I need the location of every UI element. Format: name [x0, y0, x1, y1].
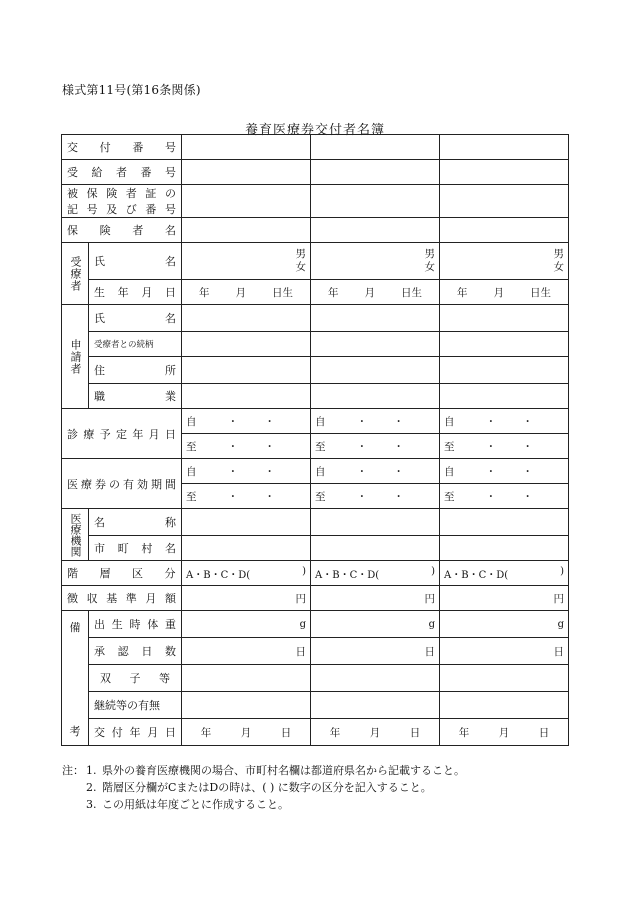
from-label: 自 [444, 465, 455, 478]
label-char: 日 [141, 645, 153, 658]
dot: ・ [356, 415, 368, 428]
yen-unit: 円 [553, 592, 564, 605]
to-label: 至 [444, 490, 455, 503]
label-char: 年 [117, 286, 129, 299]
label-char: 険 [106, 187, 118, 200]
dot: ・ [356, 490, 368, 503]
birth-weight-cell-2[interactable] [311, 611, 440, 638]
label-char: 医 [67, 477, 78, 491]
institution-name-cell-2[interactable] [311, 509, 440, 536]
class-cell-2[interactable] [311, 561, 440, 586]
label-char: 険 [99, 224, 111, 237]
treatment-from-cell-1[interactable] [182, 409, 311, 434]
treatment-to-cell-1[interactable] [182, 434, 311, 459]
row-birthdate [62, 280, 569, 305]
row-insured-card [62, 185, 569, 218]
day-born-label: 日生 [272, 286, 293, 299]
label-char: 号 [165, 166, 176, 179]
dot: ・ [485, 415, 497, 428]
note-item [62, 762, 465, 779]
yen-unit: 円 [295, 592, 306, 605]
label-char: の [164, 187, 176, 200]
label-applicant-group: 申請者 [69, 338, 82, 375]
relationship-cell-2[interactable] [311, 332, 440, 357]
label-address [94, 362, 176, 378]
dot: ・ [227, 490, 239, 503]
issue-date-cell-1[interactable] [182, 719, 311, 746]
dot: ・ [393, 465, 404, 478]
row-patient-name [62, 243, 569, 280]
female-label: 女 [553, 261, 564, 273]
page-title: 養育医療券交付者名簿 [244, 123, 385, 138]
note-item [62, 779, 465, 796]
label-char: 番 [145, 203, 157, 216]
male-label: 男 [424, 248, 435, 260]
label-char: 認 [117, 645, 129, 658]
female-label: 女 [424, 261, 435, 273]
label-char: 名 [165, 312, 176, 325]
label-char: 療 [81, 477, 92, 491]
label-char: 交 [94, 726, 105, 739]
label-char: 区 [132, 567, 144, 580]
label-char: 月 [147, 726, 159, 739]
row-class [62, 561, 569, 586]
issue-date-cell-2[interactable] [311, 719, 440, 746]
label-char: 及 [106, 203, 118, 216]
notes-prefix: 注： [62, 764, 84, 777]
label-char: 被 [67, 187, 78, 200]
label-char: 療 [83, 427, 95, 441]
label-birthdate [94, 284, 176, 300]
label-char: 年 [129, 726, 141, 739]
label-char: 数 [164, 645, 176, 658]
birthdate-cell-3[interactable] [440, 280, 569, 305]
month-label: 月 [364, 286, 375, 299]
approved-days-cell-3[interactable] [440, 638, 569, 665]
day-unit: 日 [424, 645, 435, 658]
institution-name-cell-1[interactable] [182, 509, 311, 536]
label-char: 村 [141, 542, 153, 555]
label-char: 生 [111, 618, 123, 631]
dot: ・ [522, 465, 533, 478]
note-text: 階層区分欄がCまたはDの時は、( ) に数字の区分を記入すること。 [102, 781, 432, 794]
dot: ・ [485, 465, 497, 478]
label-char: 等 [159, 672, 170, 685]
label-char: 期 [151, 477, 162, 491]
label-char: 診 [67, 427, 78, 441]
relationship-cell-1[interactable] [182, 332, 311, 357]
note-text: この用紙は年度ごとに作成すること。 [102, 798, 289, 811]
label-char: 体 [147, 618, 159, 631]
issue-number-cell-2[interactable] [311, 135, 440, 160]
label-char: 収 [86, 592, 98, 605]
dot: ・ [264, 465, 275, 478]
row-continuation [62, 692, 569, 719]
day-label: 日 [280, 726, 292, 739]
label-char: 分 [164, 567, 176, 580]
label-char: 徴 [67, 592, 78, 605]
label-recipient-number [67, 164, 176, 180]
patient-name-cell-2[interactable] [311, 243, 440, 280]
label-char: 名 [164, 224, 176, 237]
municipality-cell-1[interactable] [182, 536, 311, 561]
row-address [62, 357, 569, 384]
dot: ・ [393, 490, 404, 503]
dot: ・ [264, 415, 275, 428]
label-institution-group: 医療機関 [69, 512, 82, 557]
continuation-cell-2[interactable] [311, 692, 440, 719]
label-remarks-bottom: 考 [69, 725, 81, 738]
label-char: び [125, 203, 137, 216]
recipient-number-cell-2[interactable] [311, 160, 440, 185]
patient-name-cell-3[interactable] [440, 243, 569, 280]
label-char: 番 [140, 166, 152, 179]
male-label: 男 [553, 248, 564, 260]
day-born-label: 日生 [530, 286, 551, 299]
label-char: 保 [86, 187, 98, 200]
occupation-cell-2[interactable] [311, 384, 440, 409]
label-char: 名 [94, 516, 105, 529]
label-approved-days [94, 643, 176, 659]
month-label: 月 [235, 286, 246, 299]
dot: ・ [264, 490, 275, 503]
applicant-name-cell-2[interactable] [311, 305, 440, 332]
day-unit: 日 [295, 645, 306, 658]
label-char: 町 [117, 542, 129, 555]
label-base-amount [67, 590, 176, 606]
day-unit: 日 [553, 645, 564, 658]
dot: ・ [393, 440, 404, 453]
label-twins [94, 670, 176, 686]
label-issue-number [67, 139, 176, 155]
continuation-cell-3[interactable] [440, 692, 569, 719]
day-label: 日 [409, 726, 421, 739]
row-treatment-from [62, 409, 569, 434]
to-label: 至 [315, 490, 326, 503]
dot: ・ [356, 440, 368, 453]
label-char: 記 [67, 203, 78, 216]
to-label: 至 [444, 440, 455, 453]
notes [62, 762, 465, 813]
validity-to-cell-2[interactable] [311, 484, 440, 509]
label-char: 給 [91, 166, 103, 179]
label-char: 有 [123, 477, 134, 491]
label-char: 名 [164, 542, 176, 555]
row-base-amount [62, 586, 569, 611]
address-cell-1[interactable] [182, 357, 311, 384]
gram-unit: g [557, 618, 564, 630]
to-label: 至 [186, 440, 197, 453]
yen-unit: 円 [424, 592, 435, 605]
class-cell-3[interactable] [440, 561, 569, 586]
issue-number-cell-1[interactable] [182, 135, 311, 160]
approved-days-cell-2[interactable] [311, 638, 440, 665]
row-birth-weight [62, 611, 569, 638]
row-issue-date [62, 719, 569, 746]
label-char: 生 [94, 286, 105, 299]
label-char: 予 [99, 427, 111, 441]
twins-cell-1[interactable] [182, 665, 311, 692]
insured-card-cell-1[interactable] [182, 185, 311, 218]
label-char: 双 [100, 672, 111, 685]
continuation-cell-1[interactable] [182, 692, 311, 719]
recipient-number-cell-3[interactable] [440, 160, 569, 185]
address-cell-3[interactable] [440, 357, 569, 384]
label-char: 効 [137, 477, 148, 491]
label-char: 月 [148, 427, 160, 441]
year-label: 年 [328, 286, 339, 299]
label-occupation [94, 388, 176, 404]
from-label: 自 [186, 465, 197, 478]
label-char: 券 [95, 477, 106, 491]
row-validity-from [62, 459, 569, 484]
label-char: 者 [116, 166, 127, 179]
dot: ・ [393, 415, 404, 428]
validity-from-cell-3[interactable] [440, 459, 569, 484]
base-amount-cell-3[interactable] [440, 586, 569, 611]
treatment-to-cell-3[interactable] [440, 434, 569, 459]
label-char: 名 [165, 255, 176, 268]
class-close: ) [560, 565, 564, 577]
label-char: 月 [145, 592, 157, 605]
year-label: 年 [457, 286, 468, 299]
label-char: 日 [164, 427, 176, 441]
label-char: 業 [165, 390, 176, 403]
label-char: 付 [99, 141, 111, 154]
note-item [62, 796, 465, 813]
label-char: 承 [94, 645, 105, 658]
class-options: A・B・C・D( [315, 569, 380, 581]
address-cell-2[interactable] [311, 357, 440, 384]
patient-name-cell-1[interactable] [182, 243, 311, 280]
label-char: 住 [94, 364, 105, 377]
label-char: 日 [165, 726, 176, 739]
year-label: 年 [199, 286, 210, 299]
from-label: 自 [315, 415, 326, 428]
register-table [61, 134, 569, 746]
label-applicant-name [94, 310, 176, 326]
row-recipient-number [62, 160, 569, 185]
row-occupation [62, 384, 569, 409]
month-label: 月 [369, 726, 381, 739]
label-issue-date [94, 724, 176, 740]
birthdate-cell-1[interactable] [182, 280, 311, 305]
insurer-name-cell-1[interactable] [182, 218, 311, 243]
label-municipality [94, 540, 176, 556]
label-patient-name [94, 253, 176, 269]
label-char: 者 [125, 187, 137, 200]
label-char: 付 [111, 726, 123, 739]
label-char: 階 [67, 567, 79, 580]
issue-date-cell-3[interactable] [440, 719, 569, 746]
label-insured-card-line1 [67, 185, 176, 201]
label-insured-card-line2 [67, 201, 176, 217]
month-label: 月 [498, 726, 510, 739]
insurer-name-cell-2[interactable] [311, 218, 440, 243]
to-label: 至 [315, 440, 326, 453]
label-char: 番 [132, 141, 144, 154]
dot: ・ [356, 465, 368, 478]
row-insurer-name [62, 218, 569, 243]
label-char: 時 [129, 618, 141, 631]
label-char: 間 [165, 477, 176, 491]
label-char: 氏 [94, 312, 105, 325]
row-approved-days [62, 638, 569, 665]
row-municipality [62, 536, 569, 561]
municipality-cell-2[interactable] [311, 536, 440, 561]
applicant-name-cell-1[interactable] [182, 305, 311, 332]
dot: ・ [227, 440, 239, 453]
label-institution-name [94, 514, 176, 530]
birth-weight-cell-1[interactable] [182, 611, 311, 638]
note-number: 3. [86, 798, 97, 811]
class-options: A・B・C・D( [186, 569, 251, 581]
gram-unit: g [428, 618, 435, 630]
row-twins [62, 665, 569, 692]
insured-card-cell-3[interactable] [440, 185, 569, 218]
birthdate-cell-2[interactable] [311, 280, 440, 305]
class-close: ) [302, 565, 306, 577]
occupation-cell-3[interactable] [440, 384, 569, 409]
twins-cell-3[interactable] [440, 665, 569, 692]
label-char: 号 [164, 203, 176, 216]
from-label: 自 [315, 465, 326, 478]
dot: ・ [264, 440, 275, 453]
label-patient-group: 受療者 [69, 255, 82, 292]
row-applicant-name [62, 305, 569, 332]
note-text: 県外の養育医療機関の場合、市町村名欄は都道府県名から記載すること。 [102, 764, 465, 777]
twins-cell-2[interactable] [311, 665, 440, 692]
dot: ・ [227, 465, 239, 478]
year-label: 年 [200, 726, 212, 739]
label-char: 氏 [94, 255, 105, 268]
label-char: 者 [132, 224, 144, 237]
label-char: の [109, 477, 120, 491]
label-char: 日 [164, 286, 176, 299]
label-class [67, 565, 176, 581]
label-insurer-name [67, 222, 176, 238]
label-char: 基 [106, 592, 118, 605]
label-char: 市 [94, 542, 105, 555]
dot: ・ [522, 440, 533, 453]
label-birth-weight [94, 616, 176, 632]
label-char: 職 [94, 390, 105, 403]
class-close: ) [431, 565, 435, 577]
day-label: 日 [538, 726, 550, 739]
label-char: 号 [86, 203, 98, 216]
dot: ・ [485, 440, 497, 453]
institution-name-cell-3[interactable] [440, 509, 569, 536]
label-char: 交 [67, 141, 78, 154]
label-validity-period [67, 476, 176, 492]
validity-from-cell-1[interactable] [182, 459, 311, 484]
validity-to-cell-1[interactable] [182, 484, 311, 509]
note-number: 1. [86, 764, 97, 777]
label-char: 準 [125, 592, 137, 605]
year-label: 年 [458, 726, 470, 739]
birth-weight-cell-3[interactable] [440, 611, 569, 638]
label-char: 出 [94, 618, 105, 631]
treatment-from-cell-2[interactable] [311, 409, 440, 434]
label-char: 所 [165, 364, 176, 377]
label-char: 子 [129, 672, 141, 685]
dot: ・ [522, 415, 533, 428]
recipient-number-cell-1[interactable] [182, 160, 311, 185]
label-treatment-period [67, 426, 176, 442]
occupation-cell-1[interactable] [182, 384, 311, 409]
to-label: 至 [186, 490, 197, 503]
month-label: 月 [493, 286, 504, 299]
treatment-from-cell-3[interactable] [440, 409, 569, 434]
from-label: 自 [186, 415, 197, 428]
label-relationship: 受療者との続柄 [94, 340, 154, 350]
validity-from-cell-2[interactable] [311, 459, 440, 484]
label-remarks-top: 備 [69, 621, 81, 634]
class-options: A・B・C・D( [444, 569, 509, 581]
label-continuation: 継続等の有無 [94, 699, 160, 712]
male-label: 男 [295, 248, 306, 260]
dot: ・ [485, 490, 497, 503]
label-char: 受 [67, 166, 78, 179]
insured-card-cell-2[interactable] [311, 185, 440, 218]
base-amount-cell-2[interactable] [311, 586, 440, 611]
issue-number-cell-3[interactable] [440, 135, 569, 160]
insurer-name-cell-3[interactable] [440, 218, 569, 243]
row-institution-name [62, 509, 569, 536]
label-char: 保 [67, 224, 78, 237]
treatment-to-cell-2[interactable] [311, 434, 440, 459]
label-char: 層 [99, 567, 111, 580]
relationship-cell-3[interactable] [440, 332, 569, 357]
label-char: 額 [164, 592, 176, 605]
class-cell-1[interactable] [182, 561, 311, 586]
year-label: 年 [329, 726, 341, 739]
note-number: 2. [86, 781, 97, 794]
female-label: 女 [295, 261, 306, 273]
from-label: 自 [444, 415, 455, 428]
label-char: 証 [145, 187, 157, 200]
base-amount-cell-1[interactable] [182, 586, 311, 611]
gram-unit: g [299, 618, 306, 630]
row-relationship [62, 332, 569, 357]
municipality-cell-3[interactable] [440, 536, 569, 561]
label-char: 年 [132, 427, 144, 441]
label-char: 月 [141, 286, 153, 299]
validity-to-cell-3[interactable] [440, 484, 569, 509]
row-issue-number [62, 135, 569, 160]
label-char: 号 [164, 141, 176, 154]
form-number: 様式第11号(第16条関係) [62, 83, 201, 97]
approved-days-cell-1[interactable] [182, 638, 311, 665]
dot: ・ [227, 415, 239, 428]
day-born-label: 日生 [401, 286, 422, 299]
applicant-name-cell-3[interactable] [440, 305, 569, 332]
label-char: 重 [165, 618, 176, 631]
month-label: 月 [240, 726, 252, 739]
label-char: 定 [115, 427, 127, 441]
label-char: 称 [165, 516, 176, 529]
dot: ・ [522, 490, 533, 503]
